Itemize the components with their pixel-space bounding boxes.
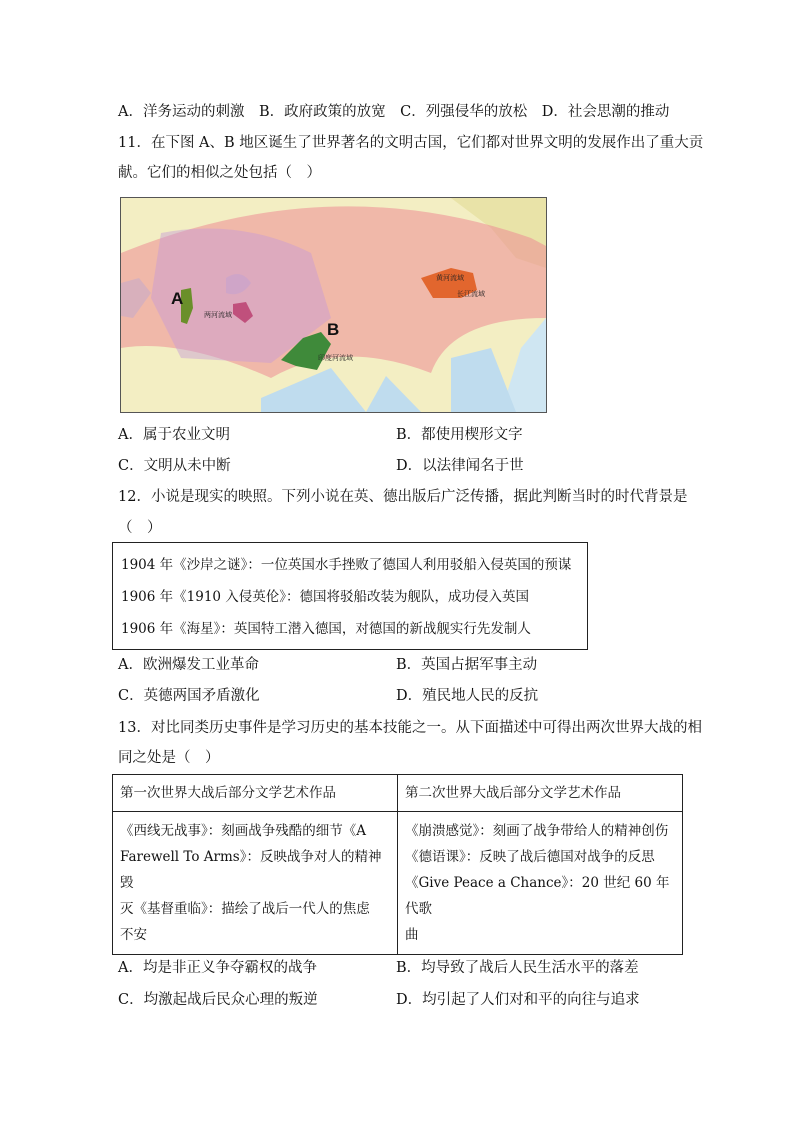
q13-option-a: A．均是非正义争夺霸权的战争 [118, 960, 317, 976]
left-line-2: Farewell To Arms》：反映战争对人的精神毁 [120, 849, 382, 891]
novel-line-3: 1906 年《海星》：英国特工潜入德国，对德国的新战舰实行先发制人 [121, 621, 531, 637]
map-label-liang-he: 两河流域 [204, 311, 232, 319]
prev-question-options: A．洋务运动的刺激 B．政府政策的放宽 C．列强侵华的放松 D．社会思潮的推动 [118, 104, 670, 120]
right-line-3: 《Give Peace a Chance》：20 世纪 60 年代歌 [405, 875, 670, 917]
table-cell-right [398, 812, 683, 955]
q11-stem-line2: 献。它们的相似之处包括（ ） [118, 165, 321, 181]
table-cell-left [113, 812, 398, 955]
right-line-2: 《德语课》：反映了战后德国对战争的反思 [405, 849, 655, 865]
map-label-chang-jiang: 长江流域 [457, 290, 485, 298]
q12-option-c: C．英德两国矛盾激化 [118, 688, 260, 704]
q11-option-d: D．以法律闻名于世 [396, 458, 524, 474]
left-line-4: 不安 [120, 927, 147, 943]
map-label-b: B [327, 320, 340, 339]
q13-option-d: D．均引起了人们对和平的向往与追求 [396, 992, 640, 1008]
q12-stem-line1: 12．小说是现实的映照。下列小说在英、德出版后广泛传播，据此判断当时的时代背景是 [118, 489, 688, 505]
q11-option-c: C．文明从未中断 [118, 458, 231, 474]
q13-option-b: B．均导致了战后人民生活水平的落差 [396, 960, 639, 976]
q12-option-d: D．殖民地人民的反抗 [396, 688, 539, 704]
civilization-map [120, 197, 547, 413]
table-row [113, 812, 683, 955]
right-line-1: 《崩溃感觉》：刻画了战争带给人的精神创伤 [405, 823, 669, 839]
q11-option-a: A．属于农业文明 [118, 427, 230, 443]
novel-line-1: 1904 年《沙岸之谜》：一位英国水手挫败了德国人利用驳船入侵英国的预谋 [121, 557, 572, 573]
q12-option-b: B．英国占据军事主动 [396, 657, 538, 673]
q13-option-c: C．均激起战后民众心理的叛逆 [118, 992, 318, 1008]
table-header-row [113, 775, 683, 812]
q13-stem-line2: 同之处是（ ） [118, 750, 220, 766]
map-label-huang-he: 黄河流域 [436, 274, 464, 282]
left-line-1: 《西线无战事》：刻画战争残酷的细节《A [120, 823, 366, 839]
q11-option-b: B．都使用楔形文字 [396, 427, 523, 443]
table-head-left: 第一次世界大战后部分文学艺术作品 [113, 775, 398, 812]
novel-line-2: 1906 年《1910 入侵英伦》：德国将驳船改装为舰队，成功侵入英国 [121, 589, 530, 605]
q13-stem-line1: 13．对比同类历史事件是学习历史的基本技能之一。从下面描述中可得出两次世界大战的相 [118, 720, 702, 736]
q12-stem-line2: （ ） [118, 520, 162, 536]
q12-option-a: A．欧洲爆发工业革命 [118, 657, 259, 673]
civilization-map-svg [121, 198, 546, 412]
map-label-yin-du-he: 印度河流域 [318, 354, 353, 362]
novel-list-box [112, 542, 588, 650]
right-line-4: 曲 [405, 927, 419, 943]
left-line-3: 灭《基督重临》：描绘了战后一代人的焦虑 [120, 901, 370, 917]
war-art-comparison-table [112, 774, 683, 955]
table-head-right: 第二次世界大战后部分文学艺术作品 [398, 775, 683, 812]
map-label-a: A [171, 289, 184, 308]
q11-stem-line1: 11．在下图 A、B 地区诞生了世界著名的文明古国，它们都对世界文明的发展作出了重大贡 [118, 135, 704, 151]
